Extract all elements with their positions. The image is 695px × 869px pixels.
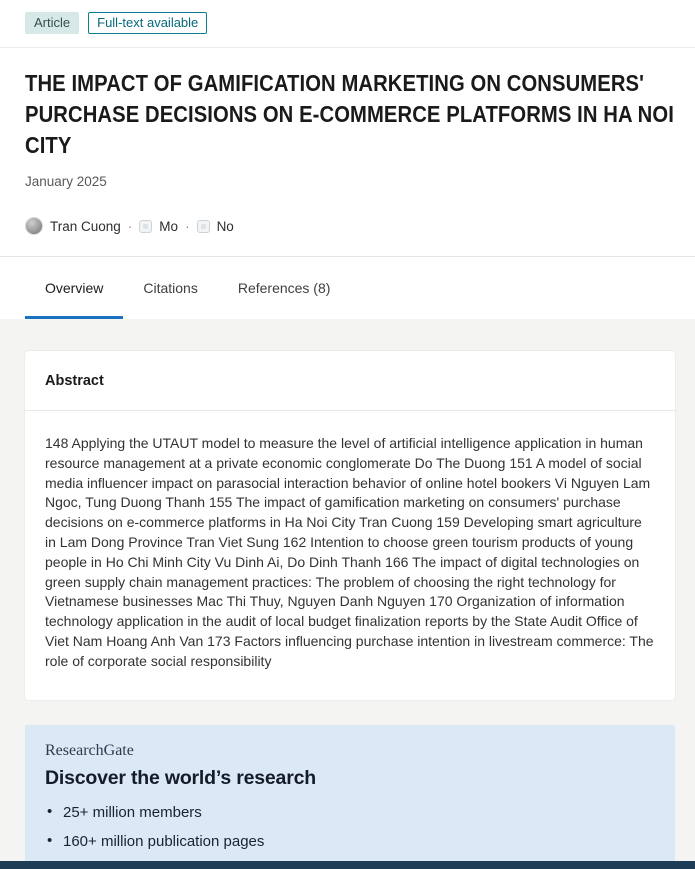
author-avatar-placeholder-icon xyxy=(197,220,210,233)
researchgate-wordmark: ResearchGate xyxy=(45,741,134,759)
tab-references[interactable]: References (8) xyxy=(237,280,331,296)
tab-bar xyxy=(0,256,695,319)
banner-bullet: • 160+ million publication pages xyxy=(45,833,655,850)
tab-citations[interactable]: Citations xyxy=(143,280,198,296)
author-separator: · xyxy=(185,218,190,234)
footer-bar xyxy=(0,861,695,869)
researchgate-promo-banner xyxy=(25,725,675,869)
abstract-card xyxy=(25,351,675,700)
title-block xyxy=(0,48,695,189)
author-row xyxy=(0,189,695,256)
tab-overview[interactable]: Overview xyxy=(25,257,123,319)
author-separator: · xyxy=(127,218,133,234)
author-link-primary[interactable]: Tran Cuong xyxy=(50,218,121,234)
author-link-secondary-2[interactable]: No xyxy=(216,218,234,234)
author-link-secondary-1[interactable]: Mo xyxy=(159,218,179,234)
banner-bullet-list xyxy=(45,804,655,850)
article-type-badge: Article xyxy=(25,12,79,34)
abstract-heading: Abstract xyxy=(25,351,675,411)
banner-heading: Discover the world’s research xyxy=(45,766,316,789)
author-avatar[interactable] xyxy=(25,217,43,235)
badges-strip xyxy=(0,0,695,48)
page-title: THE IMPACT OF GAMIFICATION MARKETING ON CONSUMERS' PURCHASE DECISIONS ON E-COMMERCE PLATFORMS IN HA NOI CITY xyxy=(25,70,674,158)
content-area xyxy=(0,319,695,869)
publication-date: January 2025 xyxy=(25,174,107,189)
abstract-text: 148 Applying the UTAUT model to measure the level of artificial intelligence application in human resource management at a private economic conglomerate Do The Duong 151 A model of social media influencer impact on parasocial interaction behavior of online hotel bookers Vi Nguyen Lam Ngoc, Tung Duong Thanh 155 The impact of gamification marketing on consumers' purchase decisions on e-commerce platforms in Ha Noi City Tran Cuong 159 Developing smart agriculture in Lam Dong Province Tran Viet Sung 162 Intention to choose green tourism products of young people in Ho Chi Minh City Vu Dinh Ai, Do Dinh Thanh 166 The impact of digital technologies on green supply chain management practices: The problem of choosing the right technology for Vietnamese businesses Mac Thi Thuy, Nguyen Danh Nguyen 170 Organization of information technology application in the audit of local budget finalization reports by the State Audit Office of Viet Nam Hoang Anh Van 173 Factors influencing purchase intention in livestream commerce: The role of corporate social responsibility xyxy=(45,435,654,669)
author-avatar-placeholder-icon xyxy=(139,220,152,233)
fulltext-available-badge[interactable]: Full-text available xyxy=(88,12,207,34)
banner-bullet: • 25+ million members xyxy=(45,804,655,821)
